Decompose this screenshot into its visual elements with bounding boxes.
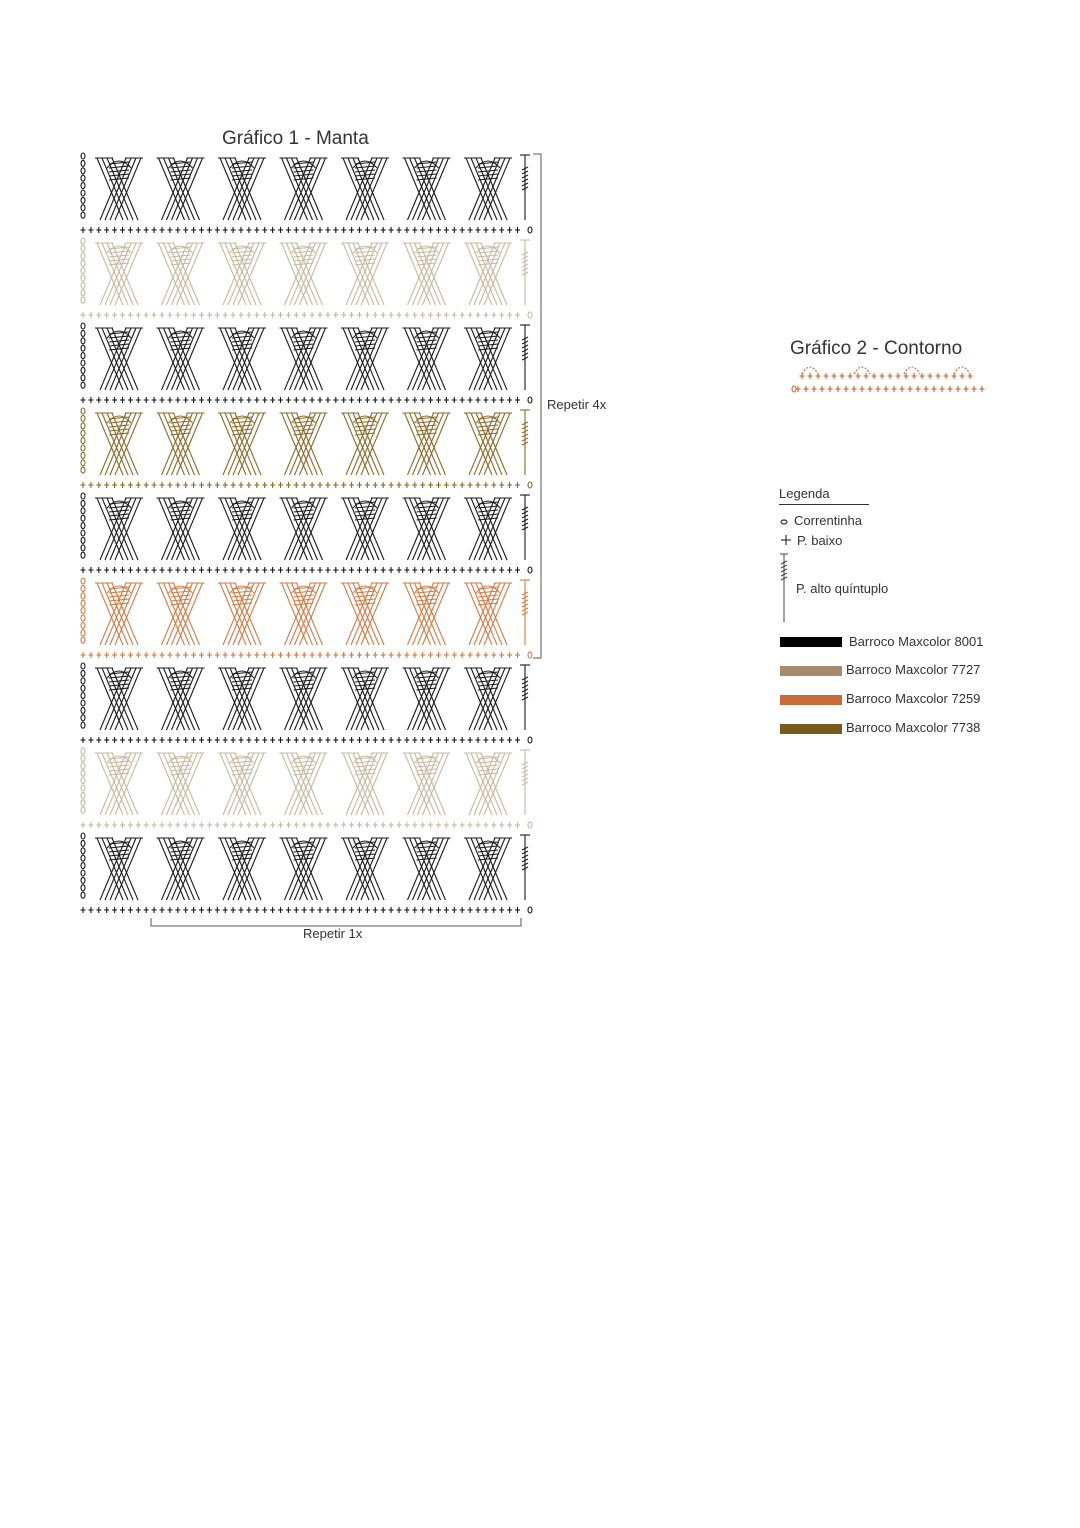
- repeat-1x-label: Repetir 1x: [303, 926, 363, 941]
- chart2-title: Gráfico 2 - Contorno: [790, 338, 963, 359]
- stitch-band: [81, 748, 533, 828]
- stitch-band: [81, 493, 533, 573]
- legend: [779, 486, 1019, 746]
- legend-label-single-crochet: P. baixo: [797, 533, 843, 548]
- chart1-title: Gráfico 1 - Manta: [222, 128, 369, 149]
- color-swatch-7727: [780, 666, 842, 676]
- border-stitches: [792, 367, 985, 392]
- stitch-band: [81, 408, 533, 488]
- color-label-7738: Barroco Maxcolor 7738: [846, 720, 981, 735]
- single-crochet-icon: [779, 533, 793, 547]
- stitch-band: [81, 238, 533, 318]
- stitch-band: [81, 663, 533, 743]
- stitch-band: [81, 833, 533, 913]
- chart1-stitch-grid: [78, 150, 540, 920]
- legend-label-chain: Correntinha: [794, 513, 862, 528]
- quintuple-treble-icon: [779, 552, 793, 624]
- stitch-band: [81, 153, 533, 233]
- color-swatch-7259: [780, 695, 842, 705]
- color-label-7259: Barroco Maxcolor 7259: [846, 691, 981, 706]
- legend-title: Legenda: [779, 486, 830, 501]
- legend-title-underline: [779, 504, 869, 505]
- legend-label-quintuple-treble: P. alto quíntuplo: [796, 581, 889, 596]
- stitch-band: [81, 323, 533, 403]
- color-label-7727: Barroco Maxcolor 7727: [846, 662, 981, 677]
- repeat-4x-label: Repetir 4x: [547, 397, 607, 412]
- chain-stitch-icon: [779, 516, 791, 528]
- color-label-8001: Barroco Maxcolor 8001: [849, 634, 984, 649]
- stitch-band: [81, 578, 533, 658]
- color-swatch-7738: [780, 724, 842, 734]
- color-swatch-8001: [780, 637, 842, 647]
- chart2-border-diagram: [790, 360, 990, 400]
